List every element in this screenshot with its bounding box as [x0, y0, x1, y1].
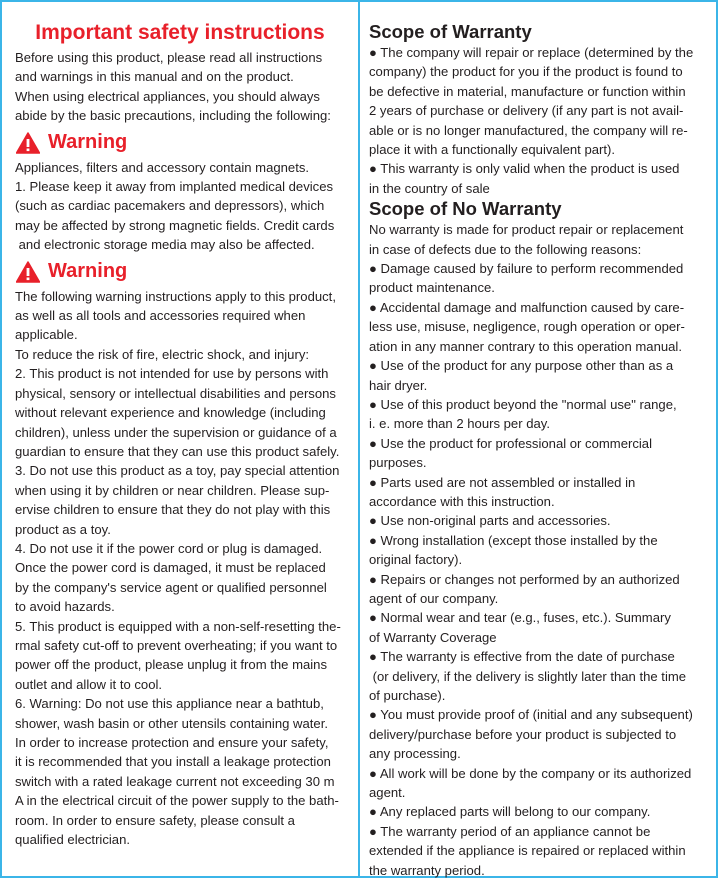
text-line: children), unless under the supervision or guidance of a	[15, 424, 337, 440]
text-line: as well as all tools and accessories required when	[15, 308, 306, 324]
text-line: room. In order to ensure safety, please consult a	[15, 812, 295, 828]
text-line: (such as cardiac pacemakers and depressors), which	[15, 198, 325, 214]
text-line: outlet and allow it to cool.	[15, 676, 163, 692]
text-line: 2 years of purchase or delivery (if any part is not avail-	[369, 103, 684, 119]
text-line: Once the power cord is damaged, it must be replaced	[15, 560, 326, 576]
text-line: When using electrical appliances, you should always	[15, 88, 320, 104]
text-line: ● Accidental damage and malfunction caused by care-	[369, 299, 685, 315]
text-line: 6. Warning: Do not use this appliance near a bathtub,	[15, 696, 324, 712]
text-line: guardian to ensure that they can use this product safely.	[15, 443, 340, 459]
text-line: 4. Do not use it if the power cord or plug is damaged.	[15, 540, 323, 556]
text-line: ● Any replaced parts will belong to our company.	[369, 804, 651, 820]
no-warranty-text	[369, 220, 709, 880]
text-line: ● Repairs or changes not performed by an authorized	[369, 571, 680, 587]
text-line: purposes.	[369, 455, 427, 471]
text-line: be defective in material, manufacture or function within	[369, 83, 686, 99]
text-line: ● The warranty is effective from the date of purchase	[369, 649, 675, 665]
text-line: ation in any manner contrary to this operation manual.	[369, 338, 682, 354]
text-line: agent.	[369, 785, 406, 801]
text-line: in case of defects due to the following reasons:	[369, 241, 642, 257]
warning-triangle-icon	[16, 261, 40, 283]
text-line: ● Wrong installation (except those installed by the	[369, 532, 658, 548]
text-line: shower, wash basin or other utensils containing water.	[15, 715, 328, 731]
text-line: company) the product for you if the product is found to	[369, 64, 683, 80]
text-line: Before using this product, please read all instructions	[15, 50, 323, 65]
safety-instructions-column	[15, 0, 351, 849]
intro-text	[15, 48, 351, 126]
text-line: (or delivery, if the delivery is slightly later than the time	[369, 668, 687, 684]
text-line: accordance with this instruction.	[369, 493, 555, 509]
text-line: and electronic storage media may also be affected.	[15, 237, 315, 253]
text-line: without relevant experience and knowledge (including	[15, 405, 326, 421]
text-line: Appliances, filters and accessory contain magnets.	[15, 159, 310, 175]
text-line: in the country of sale	[369, 180, 490, 196]
warning-1-text	[15, 158, 351, 255]
text-line: applicable.	[15, 327, 78, 343]
warning-triangle-icon	[16, 132, 40, 154]
text-line: In order to increase protection and ensure your safety,	[15, 735, 329, 750]
text-line: 2. This product is not intended for use by persons with	[15, 366, 329, 382]
text-line: by the company's service agent or qualified personnel	[15, 579, 327, 595]
text-line: and warnings in this manual and on the product.	[15, 69, 294, 85]
text-line: ● Use of this product beyond the "normal use" range,	[369, 396, 677, 412]
text-line: The following warning instructions apply to this product,	[15, 288, 336, 304]
text-line: may be affected by strong magnetic fields. Credit cards	[15, 217, 335, 233]
text-line: ● Use non-original parts and accessories.	[369, 513, 611, 529]
no-warranty-heading: Scope of No Warranty	[369, 198, 562, 220]
text-line: product as a toy.	[15, 521, 111, 537]
text-line: ● All work will be done by the company or its authorized	[369, 765, 692, 781]
text-line: hair dryer.	[369, 377, 428, 393]
text-line: it is recommended that you install a leakage protection	[15, 754, 331, 770]
text-line: when using it by children or near children. Please sup-	[15, 482, 330, 498]
warning-label: Warning	[48, 260, 128, 283]
text-line: ● Use of the product for any purpose other than as a	[369, 358, 674, 374]
text-line: ● Use the product for professional or commercial	[369, 435, 652, 451]
text-line: abide by the basic precautions, including the following:	[15, 108, 331, 124]
warning-label: Warning	[48, 131, 128, 154]
text-line: ● You must provide proof of (initial and any subsequent)	[369, 707, 693, 723]
text-line: of purchase).	[369, 688, 446, 703]
text-line: physical, sensory or intellectual disabilities and persons	[15, 385, 336, 401]
text-line: ● Normal wear and tear (e.g., fuses, etc.). Summary	[369, 610, 671, 626]
text-line: extended if the appliance is repaired or replaced within	[369, 843, 686, 859]
text-line: i. e. more than 2 hours per day.	[369, 416, 550, 432]
warning-heading-2	[15, 257, 351, 287]
text-line: ● The company will repair or replace (determined by the	[369, 45, 694, 60]
text-line: To reduce the risk of fire, electric shock, and injury:	[15, 346, 310, 362]
text-line: of Warranty Coverage	[369, 629, 497, 645]
text-line: 3. Do not use this product as a toy, pay special attention	[15, 463, 340, 479]
text-line: able or is no longer manufactured, the company will re-	[369, 122, 688, 138]
text-line: ● This warranty is only valid when the product is used	[369, 161, 680, 177]
text-line: original factory).	[369, 552, 463, 568]
text-line: No warranty is made for product repair or replacement	[369, 222, 684, 238]
warning-2-text	[15, 287, 351, 850]
text-line: ● Damage caused by failure to perform recommended	[369, 261, 684, 277]
warranty-column	[369, 0, 709, 880]
text-line: the warranty period.	[369, 862, 485, 878]
text-line: place it with a functionally equivalent part).	[369, 142, 616, 158]
text-line: less use, misuse, negligence, rough operation or oper-	[369, 319, 685, 335]
text-line: ervise children to ensure that they do not play with this	[15, 502, 331, 518]
text-line: 1. Please keep it away from implanted medical devices	[15, 179, 334, 195]
text-line: A in the electrical circuit of the power supply to the bath-	[15, 793, 339, 809]
text-line: ● The warranty period of an appliance cannot be	[369, 823, 651, 839]
page-title: Important safety instructions	[35, 21, 325, 44]
text-line: to avoid hazards.	[15, 599, 115, 615]
text-line: any processing.	[369, 746, 461, 762]
text-line: delivery/purchase before your product is subjected to	[369, 726, 677, 742]
text-line: 5. This product is equipped with a non-self-resetting the-	[15, 618, 341, 634]
text-line: power off the product, please unplug it from the mains	[15, 657, 328, 673]
text-line: agent of our company.	[369, 590, 499, 606]
text-line: rmal safety cut-off to prevent overheating; if you want to	[15, 637, 338, 653]
text-line: qualified electrician.	[15, 832, 130, 848]
text-line: product maintenance.	[369, 280, 495, 296]
warranty-text	[369, 43, 709, 198]
warning-heading-1	[15, 128, 351, 158]
text-line: switch with a rated leakage current not exceeding 30 m	[15, 773, 335, 789]
text-line: ● Parts used are not assembled or installed in	[369, 474, 636, 490]
column-divider	[358, 0, 360, 878]
warranty-heading: Scope of Warranty	[369, 21, 532, 42]
